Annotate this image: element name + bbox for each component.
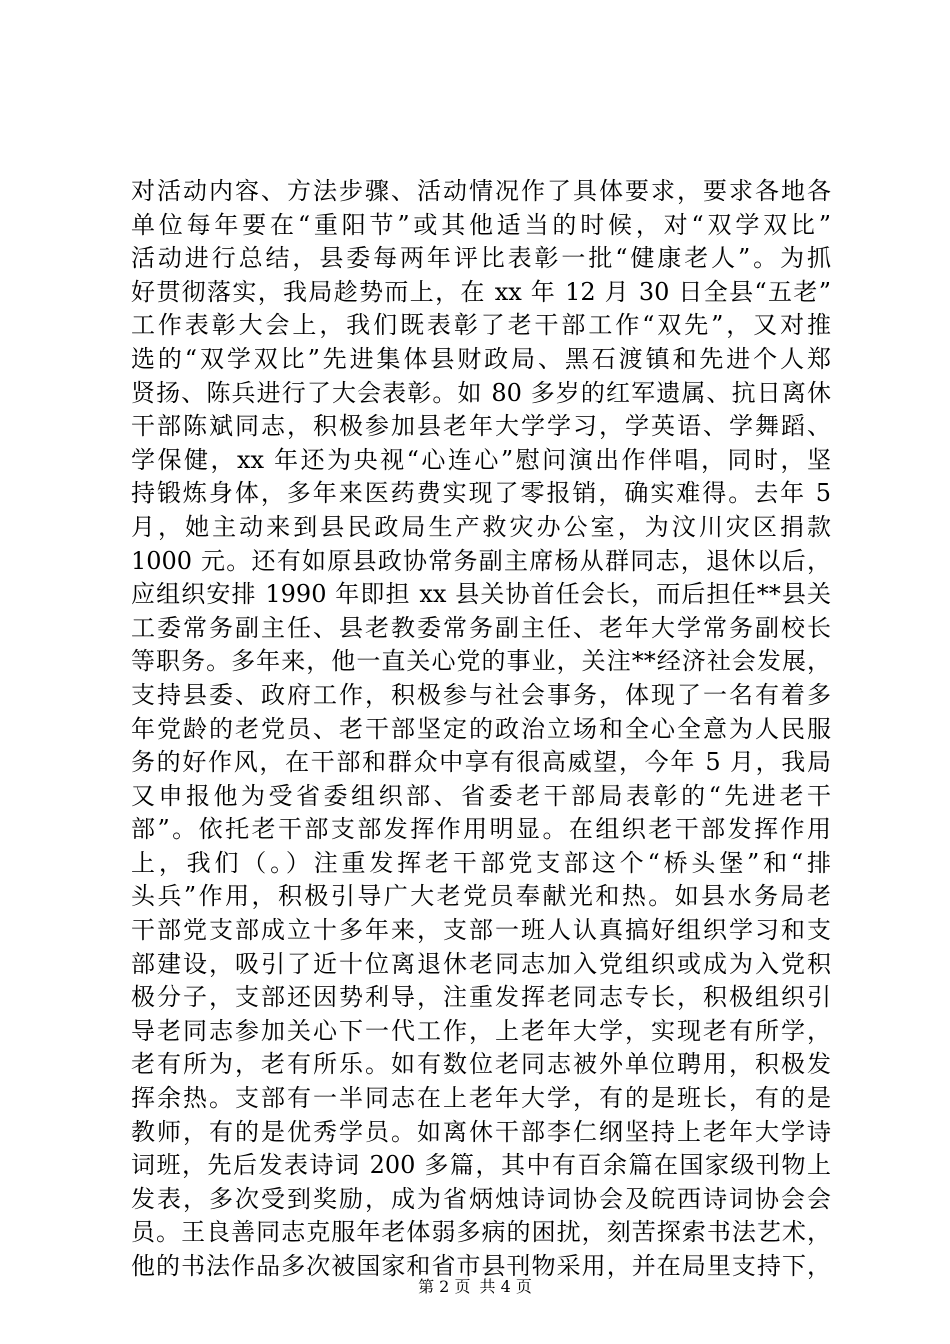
text-line: 好贯彻落实，我局趁势而上，在 xx 年 12 月 30 日全县“五老” [131, 277, 831, 306]
text-line: 又申报他为受省委组织部、省委老干部局表彰的“先进老干 [131, 781, 831, 810]
text-line: 单位每年要在“重阳节”或其他适当的时候，对“双学双比” [131, 210, 831, 239]
text-line: 头兵”作用，积极引导广大老党员奉献光和热。如县水务局老 [131, 882, 831, 911]
text-line: 活动进行总结，县委每两年评比表彰一批“健康老人”。为抓 [131, 244, 831, 273]
text-line: 词班，先后发表诗词 200 多篇，其中有百余篇在国家级刊物上 [131, 1151, 831, 1180]
text-line: 老有所为，老有所乐。如有数位老同志被外单位聘用，积极发 [131, 1050, 831, 1079]
text-line: 导老同志参加关心下一代工作，上老年大学，实现老有所学， [131, 1016, 831, 1045]
text-line: 1000 元。还有如原县政协常务副主席杨从群同志，退休以后， [131, 546, 831, 575]
text-line: 工作表彰大会上，我们既表彰了老干部工作“双先”，又对推 [131, 311, 831, 340]
text-line: 学保健，xx 年还为央视“心连心”慰问演出作伴唱，同时，坚 [131, 445, 831, 474]
text-line: 选的“双学双比”先进集体县财政局、黑石渡镇和先进个人郑 [131, 344, 831, 373]
text-line: 贤扬、陈兵进行了大会表彰。如 80 多岁的红军遗属、抗日离休 [131, 378, 831, 407]
page-footer [0, 1275, 950, 1299]
text-line: 挥余热。支部有一半同志在上老年大学，有的是班长，有的是 [131, 1084, 831, 1113]
text-line: 支持县委、政府工作，积极参与社会事务，体现了一名有着多 [131, 680, 831, 709]
text-line: 务的好作风，在干部和群众中享有很高威望，今年 5 月，我局 [131, 748, 831, 777]
document-body [131, 175, 831, 1284]
text-line: 部建设，吸引了近十位离退休老同志加入党组织或成为入党积 [131, 949, 831, 978]
text-line: 年党龄的老党员、老干部坚定的政治立场和全心全意为人民服 [131, 714, 831, 743]
page-number: 第 2 页 [418, 1277, 471, 1296]
text-line: 他的书法作品多次被国家和省市县刊物采用，并在局里支持下， [131, 1252, 831, 1280]
text-line: 干部党支部成立十多年来，支部一班人认真搞好组织学习和支 [131, 916, 831, 945]
text-line: 干部陈斌同志，积极参加县老年大学学习，学英语、学舞蹈、 [131, 412, 831, 441]
text-line: 极分子，支部还因势利导，注重发挥老同志专长，积极组织引 [131, 983, 831, 1012]
text-line: 应组织安排 1990 年即担 xx 县关协首任会长，而后担任**县关 [131, 580, 831, 609]
text-line: 教师，有的是优秀学员。如离休干部李仁纲坚持上老年大学诗 [131, 1117, 831, 1146]
text-line: 上，我们（。）注重发挥老干部党支部这个“桥头堡”和“排 [131, 848, 831, 877]
page-total: 共 4 页 [479, 1277, 532, 1296]
text-line: 对活动内容、方法步骤、活动情况作了具体要求，要求各地各 [131, 177, 831, 205]
text-line: 等职务。多年来，他一直关心党的事业，关注**经济社会发展， [131, 647, 831, 676]
text-line: 部”。依托老干部支部发挥作用明显。在组织老干部发挥作用 [131, 815, 831, 844]
text-line: 月，她主动来到县民政局生产救灾办公室，为汶川灾区捐款 [131, 512, 831, 541]
text-line: 工委常务副主任、县老教委常务副主任、老年大学常务副校长 [131, 613, 831, 642]
text-line: 发表，多次受到奖励，成为省炳烛诗词协会及皖西诗词协会会 [131, 1184, 831, 1213]
text-line: 员。王良善同志克服年老体弱多病的困扰，刻苦探索书法艺术， [131, 1218, 831, 1247]
text-line: 持锻炼身体，多年来医药费实现了零报销，确实难得。去年 5 [131, 479, 831, 508]
